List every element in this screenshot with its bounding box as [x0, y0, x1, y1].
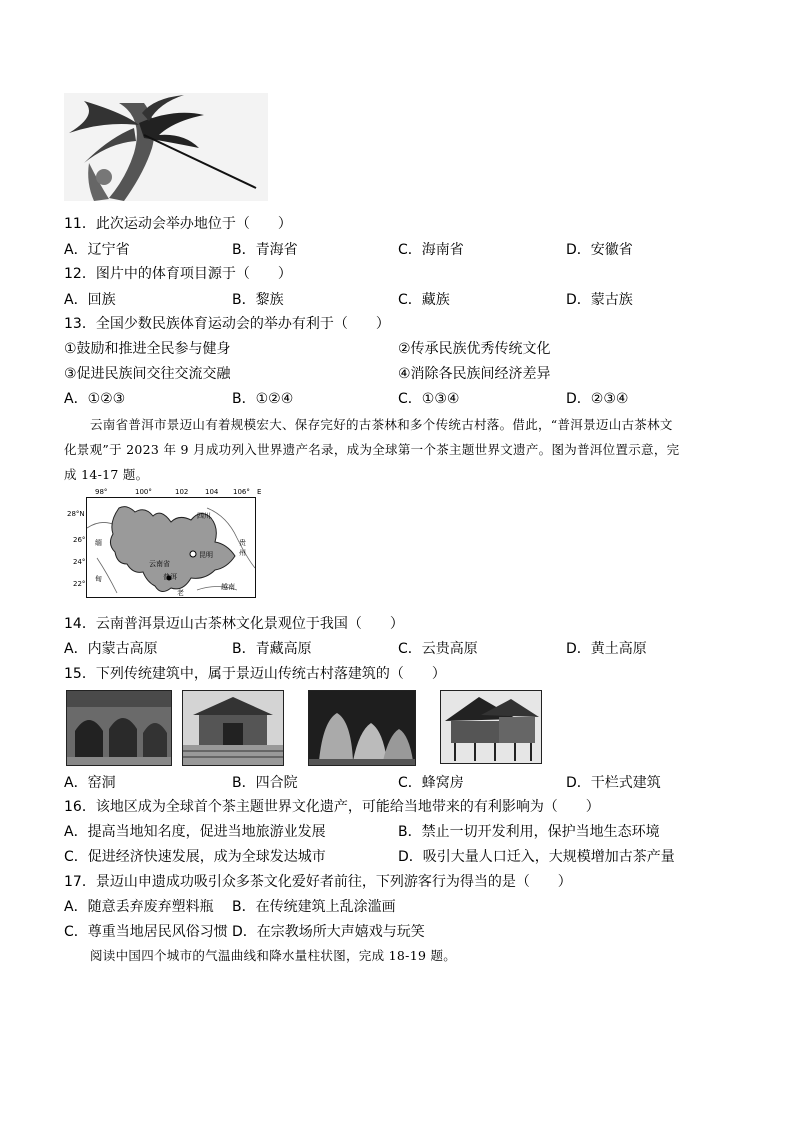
q11-option-b[interactable]: B．青海省 [232, 242, 298, 258]
map-lat-label-4: 22° [73, 580, 86, 588]
courtyard-house-photo [182, 690, 284, 766]
map-label-puer: 普洱 [163, 573, 177, 581]
passage-puer-line1: 云南省普洱市景迈山有着规模宏大、保存完好的古茶林和多个传统古村落。借此，“普洱景迈山古茶林文 [90, 417, 673, 432]
q17-option-a[interactable]: A．随意丢弃废弃塑料瓶 [64, 899, 214, 915]
q12-option-a[interactable]: A．回族 [64, 292, 116, 308]
passage-puer-line2: 化景观”于 2023 年 9 月成功列入世界遗产名录，成为全球第一个茶主题世界文遗产。图为普洱位置示意，完 [64, 442, 680, 457]
cave-dwelling-photo [66, 690, 172, 766]
q14-option-c[interactable]: C．云贵高原 [398, 641, 478, 657]
map-label-laos: 老 [177, 589, 184, 597]
passage-puer-line3: 成 14-17 题。 [64, 467, 149, 482]
q13-stem: 13．全国少数民族体育运动会的举办有利于（ ） [64, 316, 390, 332]
map-label-myanmar-1: 缅 [95, 539, 102, 547]
q14-stem: 14．云南普洱景迈山古茶林文化景观位于我国（ ） [64, 616, 404, 632]
q15-stem: 15．下列传统建筑中，属于景迈山传统古村落建筑的（ ） [64, 666, 446, 682]
map-lon-label-5: 106° [233, 488, 250, 496]
q13-item-1: ①鼓励和推进全民参与健身 [64, 341, 231, 357]
map-label-myanmar-2: 甸 [95, 575, 102, 583]
beehive-house-photo [308, 690, 416, 766]
coconut-climbing-photo [64, 93, 268, 201]
q15-option-b[interactable]: B．四合院 [232, 775, 298, 791]
map-label-vietnam: 越南 [221, 583, 235, 591]
map-lon-unit: E [257, 488, 262, 496]
map-label-yunnan: 云南省 [149, 560, 170, 568]
q11-option-a[interactable]: A．辽宁省 [64, 242, 130, 258]
q13-item-4: ④消除各民族间经济差异 [398, 366, 551, 382]
q16-stem: 16．该地区成为全球首个茶主题世界文化遗产，可能给当地带来的有利影响为（ ） [64, 799, 600, 815]
q11-option-c[interactable]: C．海南省 [398, 242, 464, 258]
q14-option-a[interactable]: A．内蒙古高原 [64, 641, 158, 657]
q13-option-b[interactable]: B．①②④ [232, 391, 294, 407]
map-lon-label-1: 98° [95, 488, 108, 496]
q15-option-a[interactable]: A．窑洞 [64, 775, 116, 791]
map-lat-label-3: 24° [73, 558, 86, 566]
map-label-guizhou-1: 贵 [239, 539, 246, 547]
map-lon-label-4: 104 [205, 488, 219, 496]
q15-option-c[interactable]: C．蜂窝房 [398, 775, 464, 791]
q14-option-d[interactable]: D．黄土高原 [566, 641, 647, 657]
q13-option-c[interactable]: C．①③④ [398, 391, 460, 407]
q14-option-b[interactable]: B．青藏高原 [232, 641, 312, 657]
q13-option-a[interactable]: A．①②③ [64, 391, 126, 407]
map-lon-label-3: 102 [175, 488, 189, 496]
q16-option-a[interactable]: A．提高当地知名度，促进当地旅游业发展 [64, 824, 326, 840]
map-lon-label-2: 100° [135, 488, 152, 496]
q12-option-b[interactable]: B．黎族 [232, 292, 284, 308]
q13-item-2: ②传承民族优秀传统文化 [398, 341, 551, 357]
stilt-house-photo [440, 690, 542, 764]
map-lat-label-1: 28°N [67, 510, 85, 518]
q11-stem: 11．此次运动会举办地位于（ ） [64, 216, 292, 232]
map-label-kunming: 昆明 [199, 551, 213, 559]
q13-item-3: ③促进民族间交往交流交融 [64, 366, 231, 382]
passage-puer [64, 412, 732, 487]
map-label-sichuan: 四川 [197, 512, 211, 520]
q12-stem: 12．图片中的体育项目源于（ ） [64, 266, 292, 282]
q16-option-d[interactable]: D．吸引大量人口迁入，大规模增加古茶产量 [398, 849, 675, 865]
q17-stem: 17．景迈山申遗成功吸引众多茶文化爱好者前往，下列游客行为得当的是（ ） [64, 874, 572, 890]
q15-option-d[interactable]: D．干栏式建筑 [566, 775, 661, 791]
puer-location-map [67, 488, 262, 598]
q17-option-d[interactable]: D．在宗教场所大声嬉戏与玩笑 [232, 924, 425, 940]
q11-option-d[interactable]: D．安徽省 [566, 242, 633, 258]
q12-option-d[interactable]: D．蒙古族 [566, 292, 633, 308]
q13-option-d[interactable]: D．②③④ [566, 391, 629, 407]
map-label-guizhou-2: 州 [239, 549, 246, 557]
q17-option-b[interactable]: B．在传统建筑上乱涂滥画 [232, 899, 396, 915]
q12-option-c[interactable]: C．藏族 [398, 292, 450, 308]
passage-climate: 阅读中国四个城市的气温曲线和降水量柱状图，完成 18-19 题。 [90, 948, 457, 963]
q16-option-b[interactable]: B．禁止一切开发利用，保护当地生态环境 [398, 824, 660, 840]
q17-option-c[interactable]: C．尊重当地居民风俗习惯 [64, 924, 228, 940]
q16-option-c[interactable]: C．促进经济快速发展，成为全球发达城市 [64, 849, 326, 865]
map-lat-label-2: 26° [73, 536, 86, 544]
